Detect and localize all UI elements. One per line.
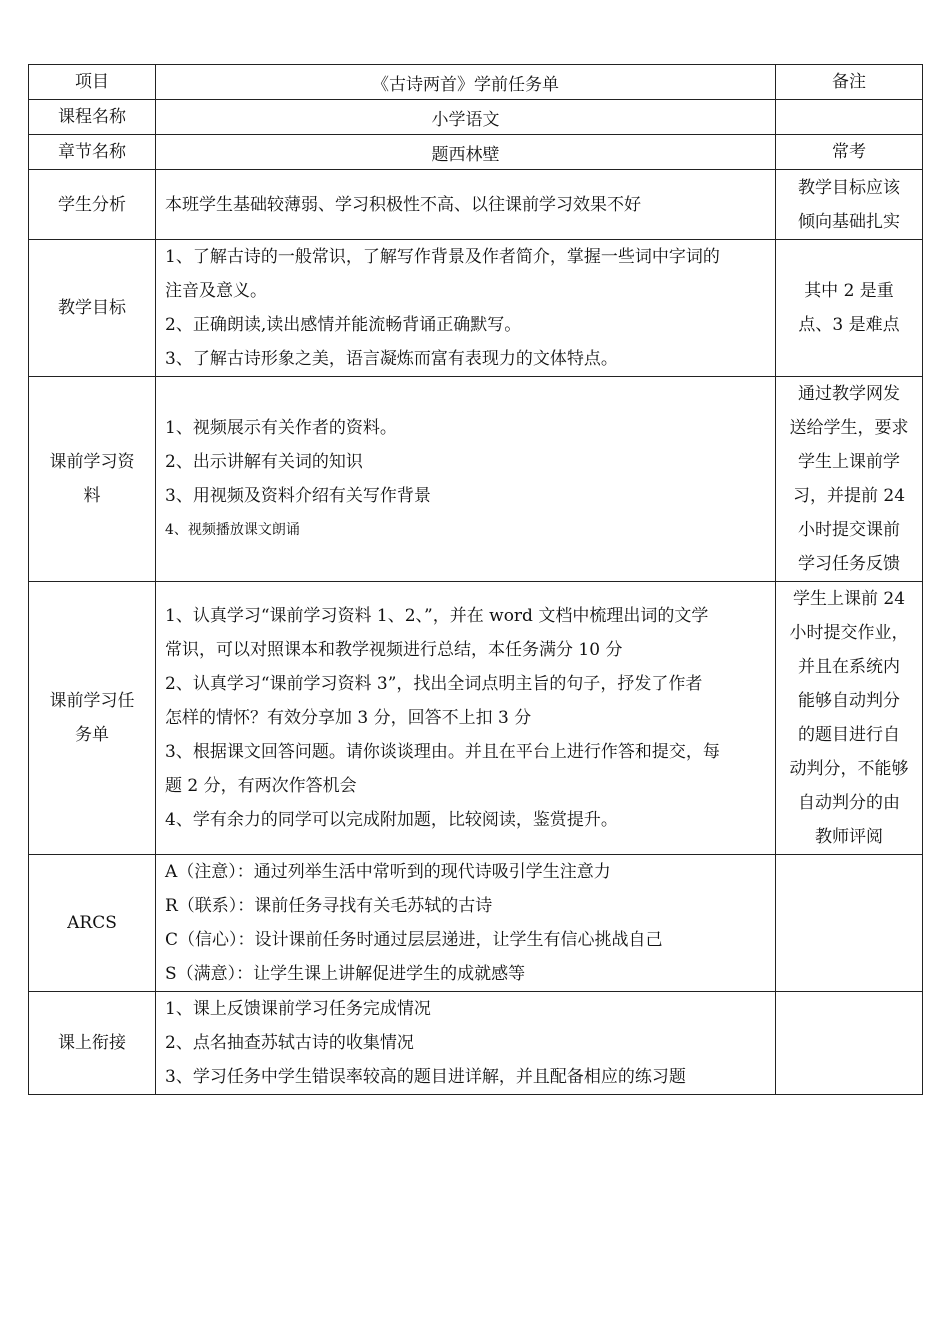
student-analysis-label: 学生分析 bbox=[29, 170, 156, 240]
arcs-line: R（联系）：课前任务寻找有关毛苏轼的古诗 bbox=[165, 896, 493, 916]
note-line: 的题目进行自 bbox=[798, 725, 900, 745]
note-line: 学生上课前学 bbox=[798, 452, 900, 472]
task-line: 题 2 分，有两次作答机会 bbox=[165, 776, 357, 796]
label-line: 课前学习资 bbox=[49, 452, 135, 472]
teaching-goals-row bbox=[29, 240, 923, 377]
header-row bbox=[29, 65, 923, 100]
class-link-row bbox=[29, 992, 923, 1095]
class-link-label: 课上衔接 bbox=[29, 992, 156, 1095]
task-line: 3、根据课文回答问题。请你谈谈理由。并且在平台上进行作答和提交，每 bbox=[165, 742, 720, 762]
header-remark-cell: 备注 bbox=[776, 65, 923, 100]
note-line: 能够自动判分 bbox=[798, 691, 900, 711]
goal-line: 1、了解古诗的一般常识，了解写作背景及作者简介，掌握一些词中字词的 bbox=[165, 247, 720, 267]
material-line: 2、出示讲解有关词的知识 bbox=[165, 452, 363, 472]
chapter-note: 常考 bbox=[776, 135, 923, 170]
goal-line: 3、了解古诗形象之美，语言凝炼而富有表现力的文体特点。 bbox=[165, 349, 618, 369]
goal-line: 注音及意义。 bbox=[165, 281, 267, 301]
task-line: 2、认真学习“课前学习资料 3”，找出全词点明主旨的句子，抒发了作者 bbox=[165, 674, 703, 694]
header-item-cell: 项目 bbox=[29, 65, 156, 100]
note-line: 习，并提前 24 bbox=[792, 486, 906, 506]
arcs-line: S（满意）：让学生课上讲解促进学生的成就感等 bbox=[165, 964, 526, 984]
goal-line: 2、正确朗读,读出感情并能流畅背诵正确默写。 bbox=[165, 315, 522, 335]
note-line: 学习任务反馈 bbox=[798, 554, 900, 574]
materials-label bbox=[29, 377, 156, 582]
task-sheet-table bbox=[28, 64, 923, 1095]
task-line: 4、学有余力的同学可以完成附加题，比较阅读，鉴赏提升。 bbox=[165, 810, 618, 830]
chapter-value: 题西林壁 bbox=[156, 135, 776, 170]
note-line: 点、3 是难点 bbox=[798, 315, 900, 335]
note-line: 自动判分的由 bbox=[798, 793, 900, 813]
task-line: 1、认真学习“课前学习资料 1、2、”，并在 word 文档中梳理出词的文学 bbox=[165, 606, 709, 626]
label-line: 课前学习任 bbox=[49, 691, 135, 711]
chapter-row bbox=[29, 135, 923, 170]
class-link-note bbox=[776, 992, 923, 1095]
course-note bbox=[776, 100, 923, 135]
arcs-note bbox=[776, 855, 923, 992]
link-line: 1、课上反馈课前学习任务完成情况 bbox=[165, 999, 431, 1019]
note-line: 教师评阅 bbox=[815, 827, 883, 847]
course-value: 小学语文 bbox=[156, 100, 776, 135]
note-line: 小时提交课前 bbox=[798, 520, 900, 540]
student-analysis-note bbox=[776, 170, 923, 240]
tasks-note bbox=[776, 582, 923, 855]
link-line: 2、点名抽查苏轼古诗的收集情况 bbox=[165, 1033, 414, 1053]
material-line: 3、用视频及资料介绍有关写作背景 bbox=[165, 486, 431, 506]
note-line: 并且在系统内 bbox=[798, 657, 900, 677]
note-line: 送给学生，要求 bbox=[789, 418, 909, 438]
note-line: 教学目标应该 bbox=[798, 177, 900, 198]
note-line: 学生上课前 24 bbox=[792, 589, 906, 609]
teaching-goals-content bbox=[156, 240, 776, 377]
tasks-content bbox=[156, 582, 776, 855]
student-analysis-value: 本班学生基础较薄弱、学习积极性不高、以往课前学习效果不好 bbox=[156, 170, 776, 240]
material-line: 1、视频展示有关作者的资料。 bbox=[165, 418, 397, 438]
course-label: 课程名称 bbox=[29, 100, 156, 135]
task-line: 常识，可以对照课本和教学视频进行总结，本任务满分 10 分 bbox=[165, 640, 623, 660]
class-link-content bbox=[156, 992, 776, 1095]
course-row bbox=[29, 100, 923, 135]
arcs-line: C（信心）：设计课前任务时通过层层递进，让学生有信心挑战自己 bbox=[165, 930, 663, 950]
teaching-goals-note bbox=[776, 240, 923, 377]
arcs-content bbox=[156, 855, 776, 992]
teaching-goals-label: 教学目标 bbox=[29, 240, 156, 377]
arcs-row bbox=[29, 855, 923, 992]
header-title-cell: 《古诗两首》学前任务单 bbox=[156, 65, 776, 100]
note-line: 动判分，不能够 bbox=[789, 759, 909, 779]
note-line: 通过教学网发 bbox=[798, 384, 900, 404]
material-line: 4、视频播放课文朗诵 bbox=[165, 522, 300, 538]
note-line: 小时提交作业， bbox=[789, 623, 909, 643]
materials-content bbox=[156, 377, 776, 582]
student-analysis-row bbox=[29, 170, 923, 240]
chapter-label: 章节名称 bbox=[29, 135, 156, 170]
label-line: 务单 bbox=[75, 725, 109, 745]
materials-row bbox=[29, 377, 923, 582]
arcs-line: A（注意）：通过列举生活中常听到的现代诗吸引学生注意力 bbox=[165, 862, 611, 882]
tasks-row bbox=[29, 582, 923, 855]
task-line: 怎样的情怀？有效分享加 3 分，回答不上扣 3 分 bbox=[165, 708, 532, 728]
tasks-label bbox=[29, 582, 156, 855]
link-line: 3、学习任务中学生错误率较高的题目进详解，并且配备相应的练习题 bbox=[165, 1067, 686, 1087]
label-line: 料 bbox=[83, 486, 101, 506]
arcs-label: ARCS bbox=[29, 855, 156, 992]
note-line: 倾向基础扎实 bbox=[798, 211, 900, 232]
note-line: 其中 2 是重 bbox=[804, 281, 894, 301]
materials-note bbox=[776, 377, 923, 582]
